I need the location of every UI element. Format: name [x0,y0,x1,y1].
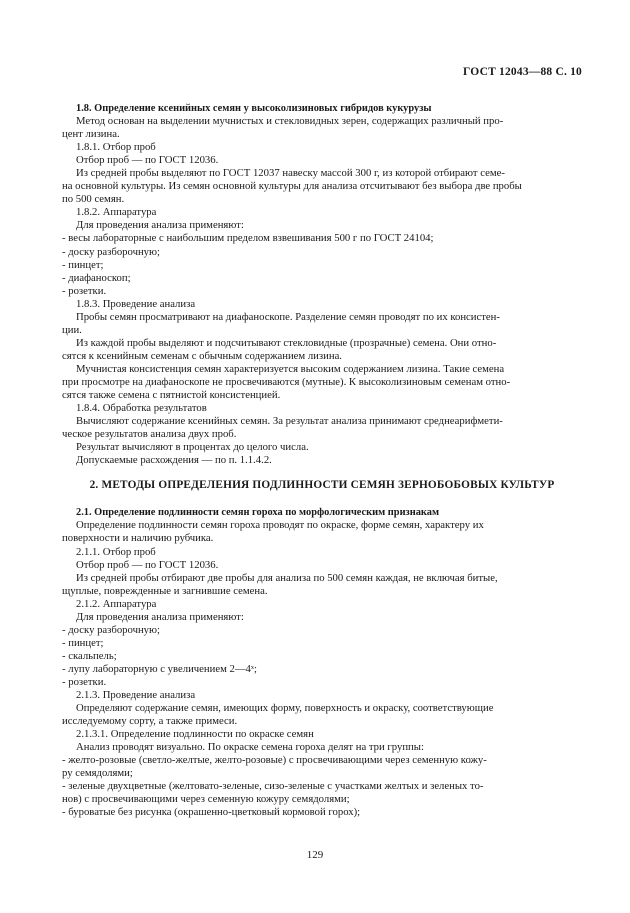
paragraph-line: Вычисляют содержание ксенийных семян. За результат анализа принимают среднеарифмети- [76,415,503,428]
paragraph-line: Определение подлинности семян гороха проводят по окраске, форме семян, характеру их [76,519,484,532]
paragraph-line: 1.8.1. Отбор проб [76,141,156,154]
list-item: - зеленые двухцветные (желтовато-зеленые, сизо-зеленые с участками желтых и зеленых то- [62,780,484,793]
paragraph-line: 2.1.3.1. Определение подлинности по окраске семян [76,728,314,741]
list-item: - скальпель; [62,649,117,662]
paragraph-continuation: ческое результатов анализа двух проб. [62,428,237,441]
paragraph-line: 1.8.2. Аппаратура [76,206,157,219]
paragraph-continuation: по 500 семян. [62,193,125,206]
paragraph-line: Анализ проводят визуально. По окраске семена гороха делят на три группы: [76,741,424,754]
paragraph-continuation: нов) с просвечивающими через семенную кожуру семядолями; [62,793,350,806]
list-item: - пинцет; [62,258,104,271]
paragraph-line: Определяют содержание семян, имеющих форму, поверхность и окраску, соответствующие [76,702,494,715]
paragraph-line: Мучнистая консистенция семян характеризуется высоким содержанием лизина. Такие семена [76,362,505,375]
paragraph-line: Для проведения анализа применяют: [76,610,244,623]
running-head: ГОСТ 12043—88 С. 10 [463,66,582,78]
list-item: - доску разборочную; [62,623,160,636]
paragraph-continuation: ру семядолями; [62,767,133,780]
section-heading: 1.8. Определение ксенийных семян у высоколизиновых гибридов кукурузы [76,103,432,114]
list-item: - доску разборочную; [62,245,160,258]
paragraph-line: Из средней пробы выделяют по ГОСТ 12037 навеску массой 300 г, из которой отбирают семе- [76,167,505,180]
list-item: - лупу лабораторную с увеличением 2—4ˣ; [62,662,257,675]
paragraph-line: Метод основан на выделении мучнистых и стекловидных зерен, содержащих различный про- [76,115,504,128]
list-item: - буроватые без рисунка (окрашенно-цветковый кормовой горох); [62,806,361,819]
paragraph-line: Отбор проб — по ГОСТ 12036. [76,558,219,571]
paragraph-continuation: ции. [62,323,82,336]
paragraph-line: 2.1.3. Проведение анализа [76,689,196,702]
paragraph-line: Для проведения анализа применяют: [76,219,244,232]
paragraph-line: 2.1.2. Аппаратура [76,597,157,610]
document-body [62,102,582,819]
paragraph-continuation: исследуемому сорту, а также примеси. [62,715,238,728]
paragraph-continuation: щуплые, поврежденные и загнившие семена. [62,584,268,597]
paragraph-line: Из каждой пробы выделяют и подсчитывают стекловидные (прозрачные) семена. Они отно- [76,336,497,349]
list-item: - пинцет; [62,636,104,649]
paragraph-continuation: сятся также семена с пятнистой консистенцией. [62,389,281,402]
list-item: - розетки. [62,675,107,688]
paragraph-line: 2.1.1. Отбор проб [76,545,156,558]
list-item: - диафаноскоп; [62,271,131,284]
paragraph-line: Из средней пробы отбирают две пробы для анализа по 500 семян каждая, не включая битые, [76,571,498,584]
paragraph-line: Пробы семян просматривают на диафаноскопе. Разделение семян проводят по их консистен- [76,310,500,323]
paragraph-line: 1.8.4. Обработка результатов [76,402,207,415]
paragraph-continuation: при просмотре на диафаноскопе не просвечиваются (мутные). К высоколизиновым семенам отно- [62,375,511,388]
list-item: - розетки. [62,284,107,297]
paragraph-continuation: цент лизина. [62,128,120,141]
chapter-heading: 2. МЕТОДЫ ОПРЕДЕЛЕНИЯ ПОДЛИННОСТИ СЕМЯН ЗЕРНОБОБОВЫХ КУЛЬТУР [89,479,555,492]
list-item: - желто-розовые (светло-желтые, желто-розовые) с просвечивающими через семенную кожу- [62,754,487,767]
paragraph-line: 1.8.3. Проведение анализа [76,297,196,310]
paragraph-continuation: сятся к ксенийным семенам с обычным содержанием лизина. [62,349,342,362]
page-number: 129 [306,849,324,861]
paragraph-line: Допускаемые расхождения — по п. 1.1.4.2. [76,454,272,467]
paragraph-line: Отбор проб — по ГОСТ 12036. [76,154,219,167]
paragraph-line: Результат вычисляют в процентах до целого числа. [76,441,309,454]
paragraph-continuation: на основной культуры. Из семян основной культуры для анализа отсчитывают без выбора две пробы [62,180,522,193]
list-item: - весы лабораторные с наибольшим пределом взвешивания 500 г по ГОСТ 24104; [62,232,434,245]
section-heading: 2.1. Определение подлинности семян гороха по морфологическим признакам [76,507,440,519]
paragraph-continuation: поверхности и наличию рубчика. [62,532,214,545]
